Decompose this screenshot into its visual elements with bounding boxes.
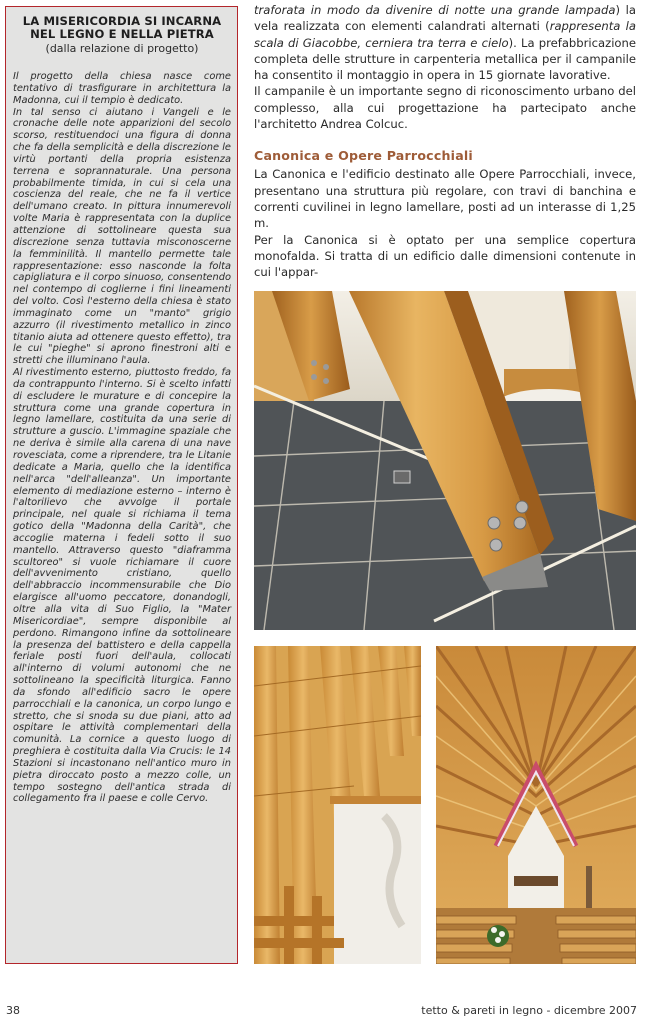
page-number: 38 [6, 1004, 20, 1017]
magazine-footer: tetto & pareti in legno - dicembre 2007 [421, 1004, 637, 1017]
main-paragraph: Per la Canonica si è optato per una semplice copertura monofalda. Si tratta di un edificio dalle dimensioni contenute in cui l'appar- [254, 232, 636, 280]
main-paragraph [254, 2, 636, 83]
italic-span: rappresenta la scala di Giacobbe, cerniera tra terra e cielo [254, 19, 636, 50]
section-heading: Canonica e Opere Parrocchiali [254, 148, 473, 164]
main-paragraph: La Canonica e l'edificio destinato alle Opere Parrocchiali, invece, presentano una struttura più regolare, con travi di banchina e correnti cuvilinei in legno lamellare, posti ad un interasse di 1,25 m. [254, 167, 636, 231]
church-nave-illustration [436, 646, 636, 964]
sidebar-box [5, 6, 238, 964]
text-span: ) la vela realizzata con elementi calandrati alternati ( [254, 3, 636, 34]
sidebar-title-line2: NEL LEGNO E NELLA PIETRA [30, 27, 214, 41]
main-paragraph: Il campanile è un importante segno di riconoscimento urbano del complesso, alla cui progettazione ha partecipato anche l'architetto Andrea Colcuc. [254, 84, 636, 132]
italic-span: traforata in modo da divenire di notte una grande lampada [254, 3, 616, 17]
sidebar-subtitle: (dalla relazione di progetto) [45, 42, 199, 55]
timber-columns-photo [254, 291, 636, 630]
timber-columns-illustration [254, 291, 636, 630]
church-nave-photo [436, 646, 636, 964]
sidebar-title-line1: LA MISERICORDIA SI INCARNA [22, 14, 222, 28]
sidebar-paragraph: Il progetto della chiesa nasce come tentativo di trasfigurare in architettura la Madonna, cui il tempio è dedicato. [13, 71, 231, 106]
main-column [254, 2, 636, 280]
sidebar-text [13, 71, 231, 805]
sidebar-paragraph: In tal senso ci aiutano i Vangeli e le cronache delle note apparizioni del secolo scorso, restituendoci una figura di donna che fa della semplicità e della discrezione le virtù portanti della propria esistenza terrena e soprannaturale. Una persona probabilmente timida, in cui si cela una coscienza del reale, che ne fa il vertice dell'umano creato. In pittura innumerevoli volte Maria è rappresentata con la duplice attenzione di sottolineare questa sua discrezione senza tuttavia misconoscerne la femminilità. Il mantello permette tale rappresentazione: esso nasconde la folta capigliatura e il corpo sinuoso, consentendo nel contempo di coglierne i fini lineamenti del volto. Così l'esterno della chiesa è stato immaginato come un "manto" grigio azzurro (il rivestimento metallico in zinco titanio aiuta ad ottenere questo effetto), tra le cui "pieghe" si aprono finestroni alti e stretti che illuminano l'aula. [13, 106, 231, 367]
side-aisle-illustration [254, 646, 421, 964]
text-span: ). La prefabbricazione completa delle strutture in carpenteria metallica per il campanile ha consentito il montaggio in opera in 15 giornate lavorative. [254, 35, 636, 83]
sidebar-title [13, 15, 231, 41]
sidebar-paragraph: Al rivestimento esterno, piuttosto freddo, fa da contrappunto l'interno. Si è scelto infatti di escludere le murature e di concepire la struttura come una grande copertura in legno lamellare, costituita da una serie di strutture a guscio. L'immagine spaziale che ne deriva è simile alla carena di una nave rovesciata, come a riprendere, tra le Litanie dedicate a Maria, quello che la identifica nell'arca "dell'alleanza". Un importante elemento di mediazione esterno – interno è l'altorilievo che avvolge il portale principale, nel quale si richiama il tema gotico della "Madonna della Carità", che accoglie materna i fedeli sotto il suo mantello. Attraverso questo "diaframma scultoreo" si vuole richiamare il cuore dell'avvenimento cristiano, quello dell'abbraccio incommensurabile che Dio elargisce all'uomo peccatore, donandogli, oltre alla vita di Suo Figlio, la "Mater Misericordiae", sempre disponibile al perdono. Rimangono infine da sottolineare la presenza del battistero e della cappella feriale posti fuori dell'aula, collocati all'interno di volumi autonomi che ne sottolineano la specificità liturgica. Fanno da sfondo all'edificio sacro le opere parrocchiali e la canonica, un corpo lungo e stretto, che si snoda su due piani, atto ad ospitare le attività complementari della comunità. La cornice a questo luogo di preghiera è costituita dalla Via Crucis: le 14 Stazioni si incastonano nell'antico muro in pietra diroccato posto a mezzo colle, un tempo sostegno dell'antica strada di collegamento fra il paese e colle Cervo. [13, 367, 231, 805]
side-aisle-photo [254, 646, 421, 964]
